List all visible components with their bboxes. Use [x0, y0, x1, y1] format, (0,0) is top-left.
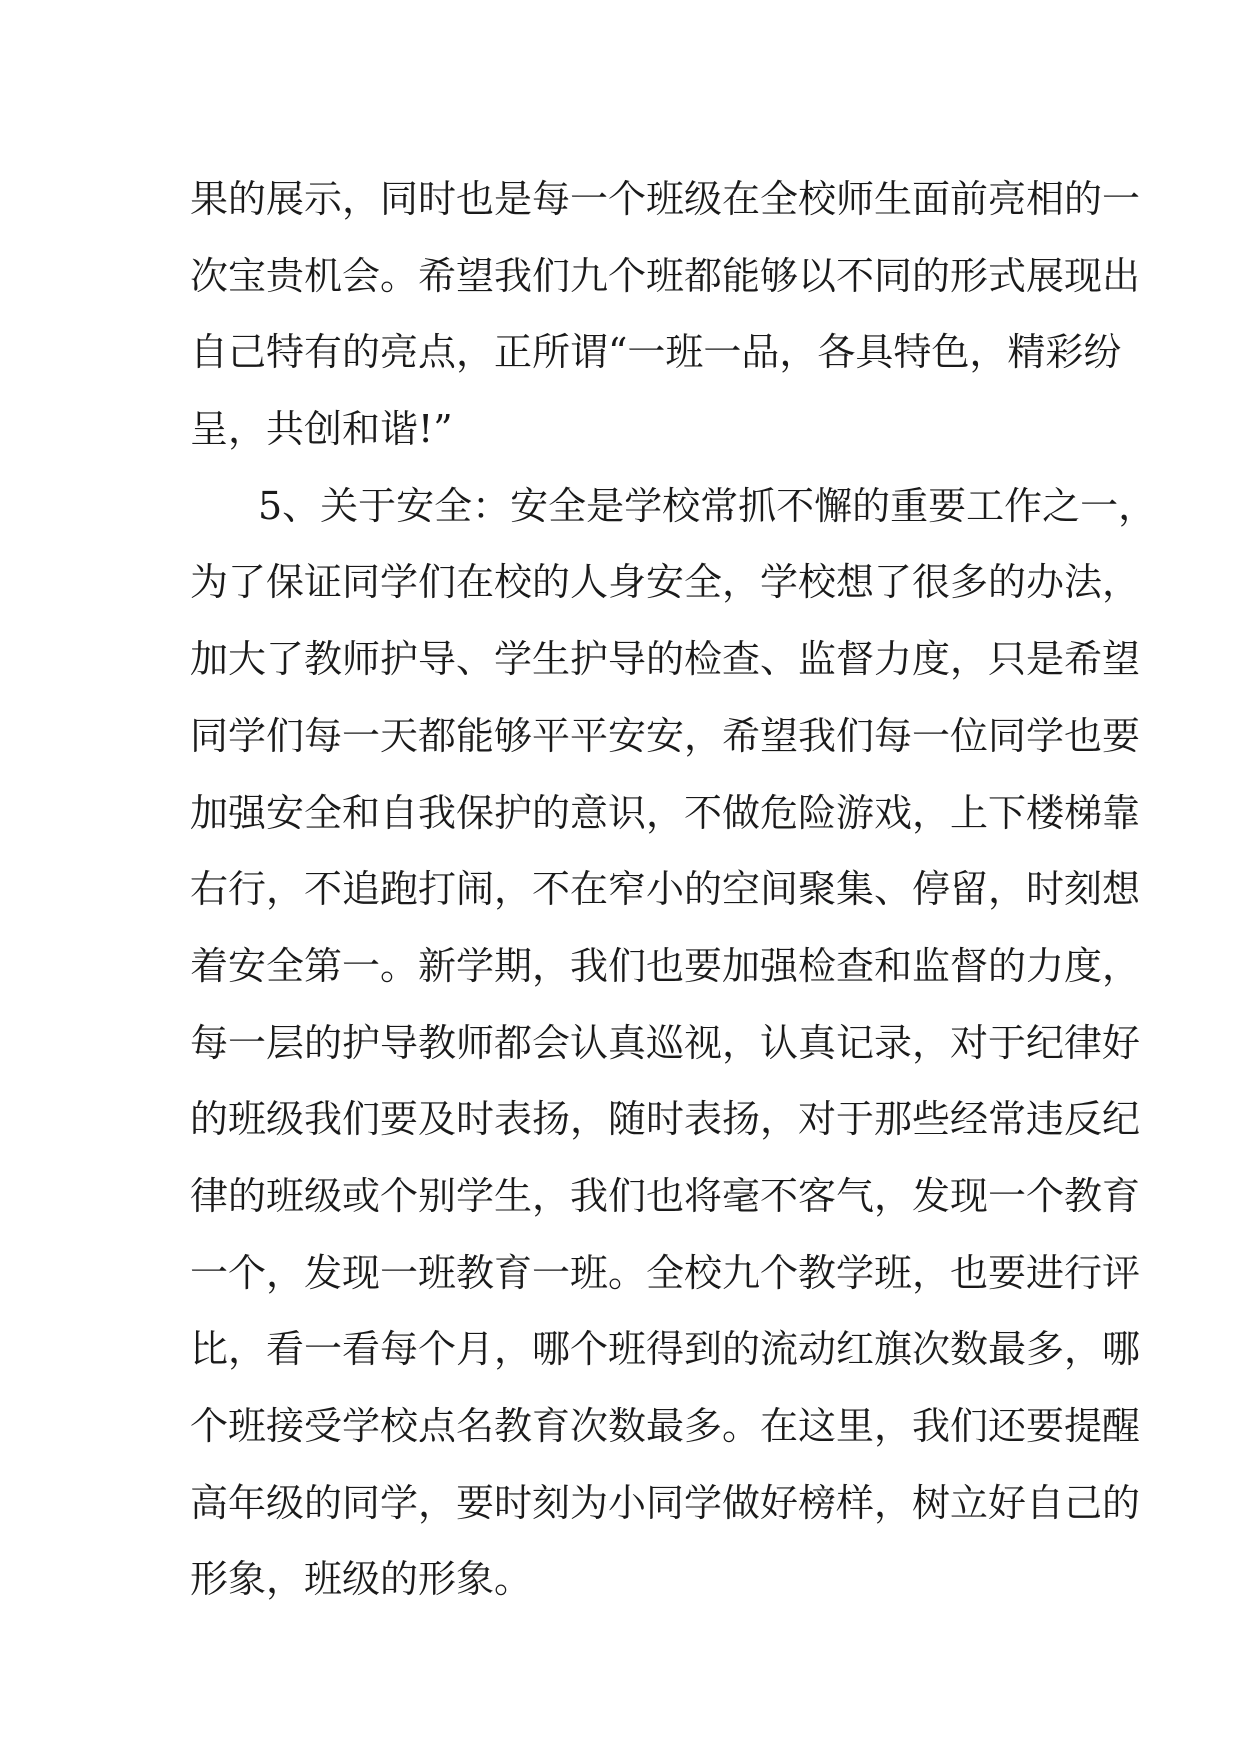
text-line: 着安全第一。新学期，我们也要加强检查和监督的力度， [190, 943, 1141, 988]
text-line: 每一层的护导教师都会认真巡视，认真记录，对于纪律好 [190, 1020, 1141, 1065]
text-line: 高年级的同学，要时刻为小同学做好榜样，树立好自己的 [190, 1480, 1141, 1525]
text-line: 比，看一看每个月，哪个班得到的流动红旗次数最多，哪 [190, 1327, 1141, 1372]
document-body [190, 161, 1157, 1618]
text-line: 呈，共创和谐!” [190, 407, 453, 452]
text-line: 次宝贵机会。希望我们九个班都能够以不同的形式展现出 [190, 253, 1141, 298]
text-line: 自己特有的亮点，正所谓“一班一品，各具特色，精彩纷 [190, 330, 1122, 375]
text-line: 5、关于安全：安全是学校常抓不懈的重要工作之一， [258, 483, 1157, 528]
text-line: 右行，不追跑打闹，不在窄小的空间聚集、停留，时刻想 [190, 867, 1141, 912]
text-line: 加强安全和自我保护的意识，不做危险游戏，上下楼梯靠 [190, 790, 1141, 835]
text-line: 加大了教师护导、学生护导的检查、监督力度，只是希望 [190, 637, 1141, 682]
paragraph-continuation [190, 161, 1141, 468]
text-line: 律的班级或个别学生，我们也将毫不客气，发现一个教育 [190, 1173, 1141, 1218]
text-line: 形象，班级的形象。 [190, 1557, 533, 1602]
text-line: 一个，发现一班教育一班。全校九个教学班，也要进行评 [190, 1250, 1141, 1295]
text-line: 果的展示，同时也是每一个班级在全校师生面前亮相的一 [190, 177, 1141, 221]
text-line: 同学们每一天都能够平平安安，希望我们每一位同学也要 [190, 713, 1141, 758]
text-line: 为了保证同学们在校的人身安全，学校想了很多的办法， [190, 560, 1141, 605]
text-line: 的班级我们要及时表扬，随时表扬，对于那些经常违反纪 [190, 1097, 1141, 1142]
text-line: 个班接受学校点名教育次数最多。在这里，我们还要提醒 [190, 1404, 1141, 1448]
paragraph-safety [190, 468, 1157, 1618]
